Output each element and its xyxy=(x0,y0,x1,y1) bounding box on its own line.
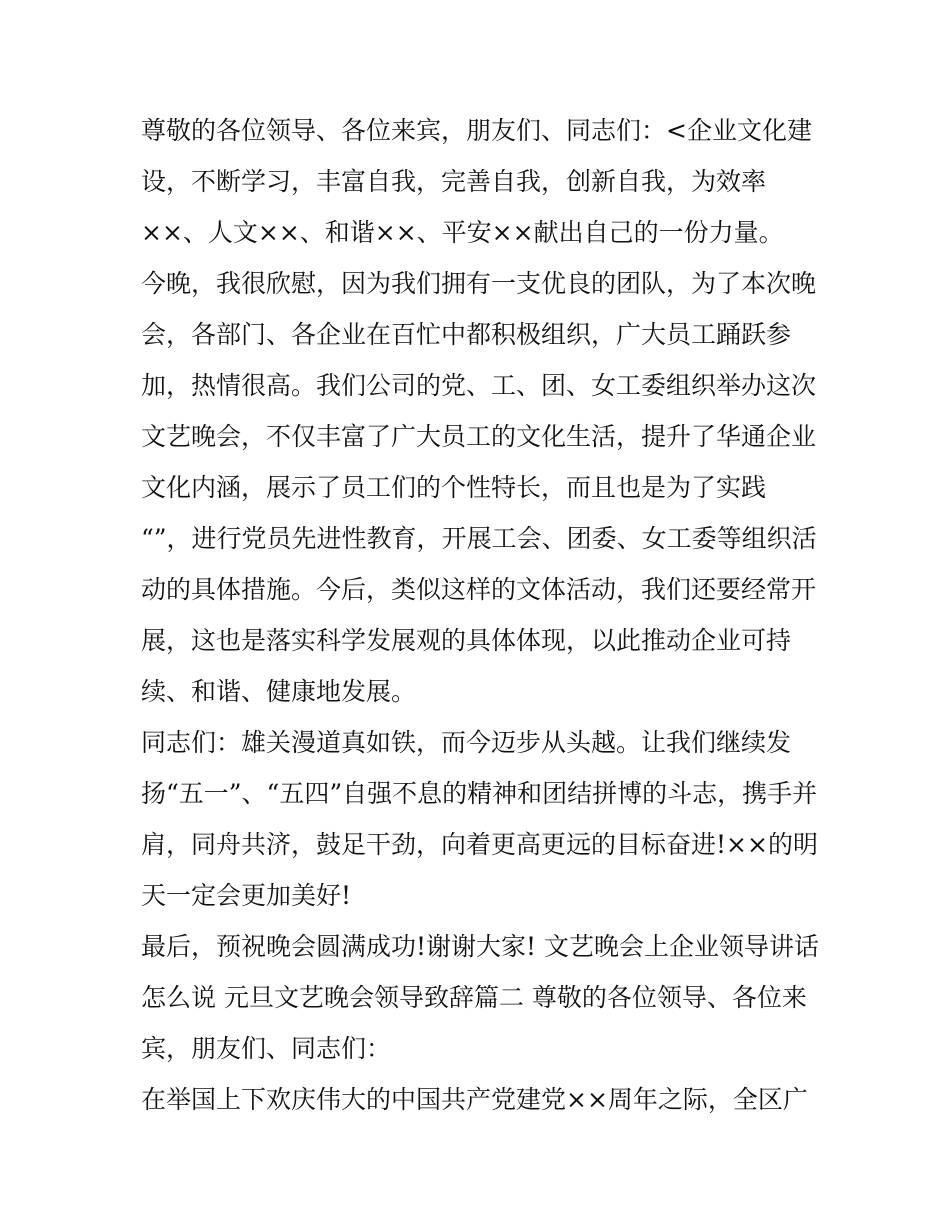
text-line: 最后，预祝晚会圆满成功!谢谢大家! 文艺晚会上企业领导讲话 xyxy=(141,932,820,961)
text-line: 动的具体措施。今后，类似这样的文体活动，我们还要经常开 xyxy=(141,575,817,604)
text-line: 续、和谐、健康地发展。 xyxy=(141,677,417,706)
text-line: 今晚，我很欣慰，因为我们拥有一支优良的团队，为了本次晚 xyxy=(141,269,817,298)
text-line: 怎么说 元旦文艺晚会领导致辞篇二 尊敬的各位领导、各位来 xyxy=(141,983,807,1012)
text-line: 宾，朋友们、同志们： xyxy=(141,1034,392,1063)
text-line: “”，进行党员先进性教育，开展工会、团委、女工委等组织活 xyxy=(141,524,817,553)
text-line: 同志们：雄关漫道真如铁，而今迈步从头越。让我们继续发 xyxy=(141,728,792,757)
text-line: 会，各部门、各企业在百忙中都积极组织，广大员工踊跃参 xyxy=(141,320,792,349)
text-line: 天一定会更加美好! xyxy=(141,881,352,910)
text-line: 在举国上下欢庆伟大的中国共产党建党××周年之际，全区广 xyxy=(141,1085,808,1114)
text-line: 文化内涵，展示了员工们的个性特长，而且也是为了实践 xyxy=(141,473,767,502)
text-line: 肩，同舟共济，鼓足干劲，向着更高更远的目标奋进!××的明 xyxy=(141,830,818,859)
document-body xyxy=(141,105,821,1125)
text-line: 加，热情很高。我们公司的党、工、团、女工委组织举办这次 xyxy=(141,371,817,400)
text-line: 设，不断学习，丰富自我，完善自我，创新自我，为效率 xyxy=(141,167,767,196)
text-line: 尊敬的各位领导、各位来宾，朋友们、同志们：<企业文化建 xyxy=(141,116,812,145)
text-line: 文艺晚会，不仅丰富了广大员工的文化生活，提升了华通企业 xyxy=(141,422,817,451)
text-line: 扬“五一”、“五四”自强不息的精神和团结拼博的斗志，携手并 xyxy=(141,779,818,808)
text-line: ××、人文××、和谐××、平安××献出自己的一份力量。 xyxy=(141,218,784,247)
text-line: 展，这也是落实科学发展观的具体体现，以此推动企业可持 xyxy=(141,626,792,655)
